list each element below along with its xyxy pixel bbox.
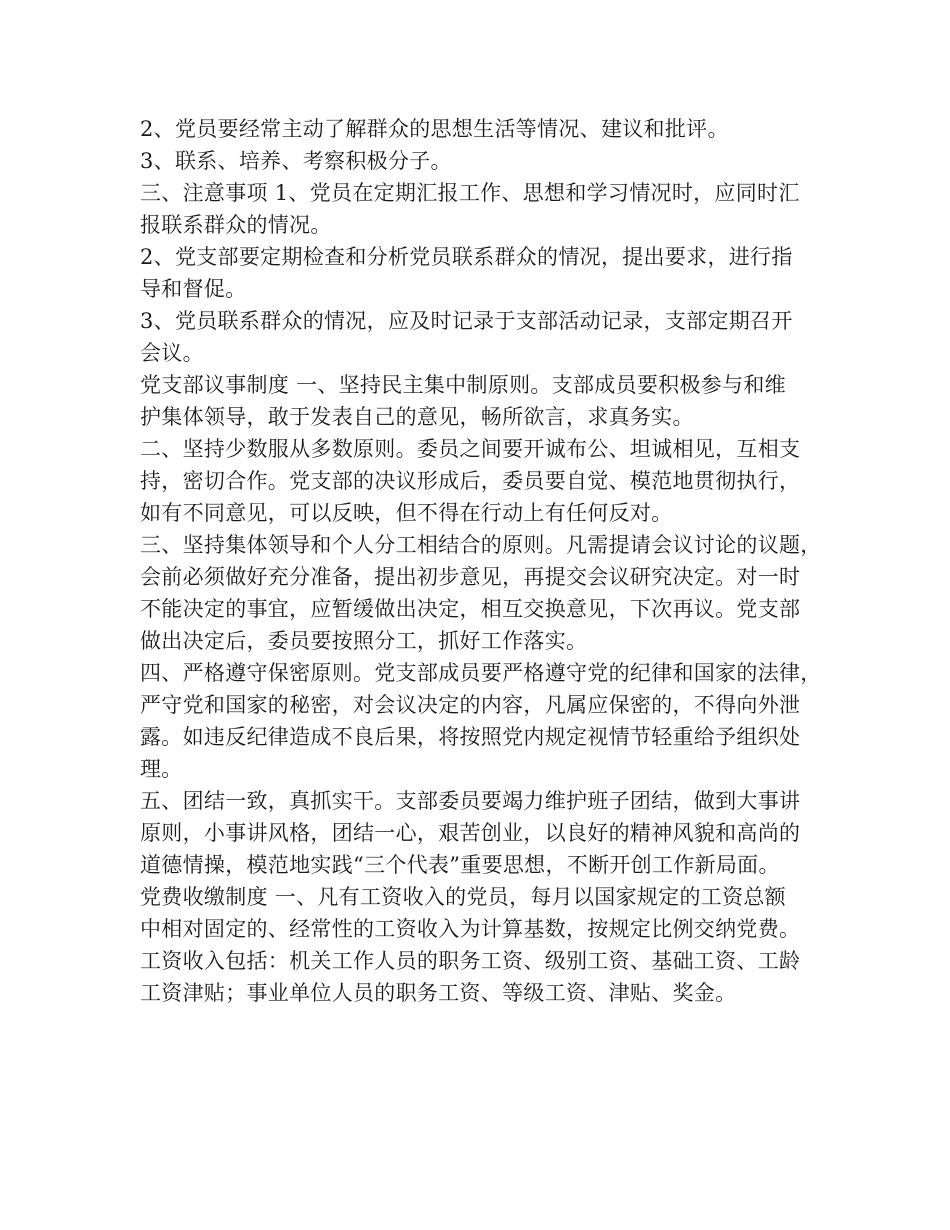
text-line: 原则，小事讲风格，团结一心，艰苦创业，以良好的精神风貌和高尚的: [140, 821, 801, 845]
text-line: 中相对固定的、经常性的工资收入为计算基数，按规定比例交纳党费。: [140, 917, 801, 941]
text-line: 党费收缴制度 一、凡有工资收入的党员，每月以国家规定的工资总额: [140, 885, 786, 909]
text-line: 持，密切合作。党支部的决议形成后，委员要自觉、模范地贯彻执行，: [140, 469, 801, 493]
document-body: [140, 113, 830, 1009]
text-line: 理。: [140, 757, 183, 781]
text-line: 2、党支部要定期检查和分析党员联系群众的情况，提出要求，进行指: [140, 245, 793, 269]
text-line: 2、党员要经常主动了解群众的思想生活等情况、建议和批评。: [140, 117, 729, 141]
text-line: 做出决定后，委员要按照分工，抓好工作落实。: [140, 629, 588, 653]
text-line: 导和督促。: [140, 277, 247, 301]
text-line: 五、团结一致，真抓实干。支部委员要竭力维护班子团结，做到大事讲: [140, 789, 801, 813]
text-line: 三、坚持集体领导和个人分工相结合的原则。凡需提请会议讨论的议题，: [140, 533, 822, 557]
text-line: 会议。: [140, 341, 204, 365]
text-line: 3、联系、培养、考察积极分子。: [140, 149, 452, 173]
text-line: 二、坚持少数服从多数原则。委员之间要开诚布公、坦诚相见，互相支: [140, 437, 801, 461]
text-line: 报联系群众的情况。: [140, 213, 332, 237]
text-line: 会前必须做好充分准备，提出初步意见，再提交会议研究决定。对一时: [140, 565, 801, 589]
text-line: 如有不同意见，可以反映，但不得在行动上有任何反对。: [140, 501, 673, 525]
text-line: 道德情操，模范地实践“三个代表”重要思想，不断开创工作新局面。: [140, 853, 780, 877]
text-line: 露。如违反纪律造成不良后果，将按照党内规定视情节轻重给予组织处: [140, 725, 801, 749]
text-line: 不能决定的事宜，应暂缓做出决定，相互交换意见，下次再议。党支部: [140, 597, 801, 621]
text-line: 护集体领导，敢于发表自己的意见，畅所欲言，求真务实。: [140, 405, 694, 429]
text-line: 工资收入包括：机关工作人员的职务工资、级别工资、基础工资、工龄: [140, 949, 801, 973]
text-line: 严守党和国家的秘密，对会议决定的内容，凡属应保密的，不得向外泄: [140, 693, 801, 717]
text-line: 3、党员联系群众的情况，应及时记录于支部活动记录，支部定期召开: [140, 309, 793, 333]
text-line: 党支部议事制度 一、坚持民主集中制原则。支部成员要积极参与和维: [140, 373, 786, 397]
text-line: 工资津贴；事业单位人员的职务工资、等级工资、津贴、奖金。: [140, 981, 737, 1005]
text-line: 三、注意事项 1、党员在定期汇报工作、思想和学习情况时，应同时汇: [140, 181, 800, 205]
text-line: 四、严格遵守保密原则。党支部成员要严格遵守党的纪律和国家的法律，: [140, 661, 822, 685]
